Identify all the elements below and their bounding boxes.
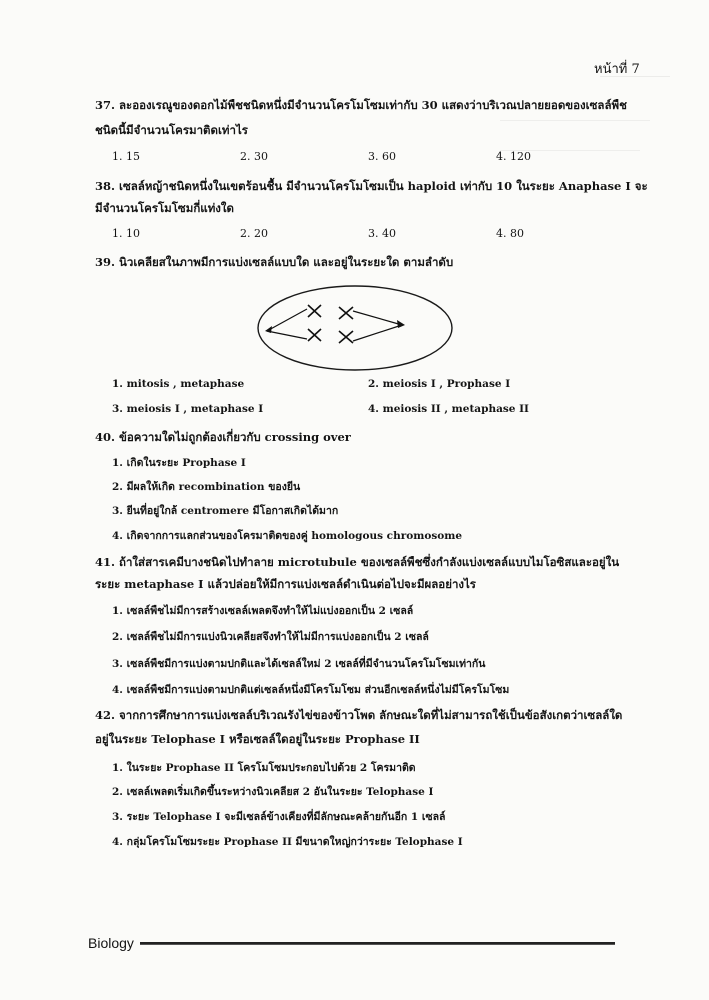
question-37-option-3: 3. 60 bbox=[368, 150, 396, 163]
question-38-option-3: 3. 40 bbox=[368, 227, 396, 240]
question-40-option-3: 3. ยีนที่อยู่ใกล้ centromere มีโอกาสเกิดได้มาก bbox=[112, 505, 339, 517]
footer-rule bbox=[140, 942, 615, 945]
page-number: หน้าที่ 7 bbox=[594, 62, 640, 77]
question-42-option-1: 1. ในระยะ Prophase II โครโมโซมประกอบไปด้วย 2 โครมาติด bbox=[112, 762, 416, 774]
question-42-stem-line-1: 42. จากการศึกษาการแบ่งเซลล์บริเวณรังไข่ของข้าวโพด ลักษณะใดที่ไม่สามารถใช้เป็นข้อสังเกตว่าเซลล์ใด bbox=[95, 708, 623, 722]
question-41-option-4: 4. เซลล์พืชมีการแบ่งตามปกติแต่เซลล์หนึ่งมีโครโมโซม ส่วนอีกเซลล์หนึ่งไม่มีโครโมโซม bbox=[112, 684, 510, 696]
spindle-line bbox=[267, 331, 307, 339]
nucleus-diagram bbox=[255, 283, 455, 373]
question-38-option-1: 1. 10 bbox=[112, 227, 140, 240]
question-41-option-1: 1. เซลล์พืชไม่มีการสร้างเซลล์เพลตจึงทำให้ไม่แบ่งออกเป็น 2 เซลล์ bbox=[112, 605, 414, 617]
question-42-option-2: 2. เซลล์เพลตเริ่มเกิดขึ้นระหว่างนิวเคลียส 2 อันในระยะ Telophase I bbox=[112, 786, 434, 798]
question-41-option-3: 3. เซลล์พืชมีการแบ่งตามปกติและได้เซลล์ใหม่ 2 เซลล์ที่มีจำนวนโครโมโซมเท่ากัน bbox=[112, 658, 486, 670]
question-41-stem-line-2: ระยะ metaphase I แล้วปล่อยให้มีการแบ่งเซลล์ดำเนินต่อไปจะมีผลอย่างไร bbox=[95, 577, 476, 591]
spindle-line bbox=[353, 325, 402, 341]
question-40-stem: 40. ข้อความใดไม่ถูกต้องเกี่ยวกับ crossing over bbox=[95, 430, 351, 444]
question-37-stem-line-1: 37. ละอองเรณูของดอกไม้พืชชนิดหนึ่งมีจำนวนโครโมโซมเท่ากับ 30 แสดงว่าบริเวณปลายยอดของเซลล์พืช bbox=[95, 98, 627, 112]
question-40-option-2: 2. มีผลให้เกิด recombination ของยีน bbox=[112, 481, 301, 493]
question-37-option-1: 1. 15 bbox=[112, 150, 140, 163]
arrow-left bbox=[265, 326, 272, 333]
question-39-option-2: 2. meiosis I , Prophase I bbox=[368, 378, 511, 390]
question-38-stem-line-2: มีจำนวนโครโมโซมกี่แท่งใด bbox=[95, 201, 234, 215]
question-42-option-4: 4. กลุ่มโครโมโซมระยะ Prophase II มีขนาดใหญ่กว่าระยะ Telophase I bbox=[112, 836, 463, 848]
bleed-through-line bbox=[500, 120, 650, 121]
question-37-stem-line-2: ชนิดนี้มีจำนวนโครมาติดเท่าไร bbox=[95, 123, 248, 137]
question-42-stem-line-2: อยู่ในระยะ Telophase I หรือเซลล์ใดอยู่ในระยะ Prophase II bbox=[95, 732, 420, 746]
question-38-stem-line-1: 38. เซลล์หญ้าชนิดหนึ่งในเขตร้อนชื้น มีจำนวนโครโมโซมเป็น haploid เท่ากับ 10 ในระยะ Anaphase I จะ bbox=[95, 179, 648, 193]
question-40-option-4: 4. เกิดจากการแลกส่วนของโครมาติดของคู่ homologous chromosome bbox=[112, 530, 463, 542]
question-37-option-2: 2. 30 bbox=[240, 150, 268, 163]
cell-outline bbox=[258, 286, 452, 370]
question-39-option-4: 4. meiosis II , metaphase II bbox=[368, 403, 529, 415]
question-41-stem-line-1: 41. ถ้าใส่สารเคมีบางชนิดไปทำลาย microtubule ของเซลล์พืชซึ่งกำลังแบ่งเซลล์แบบไมโอซิสและอยู่ใน bbox=[95, 555, 620, 569]
question-37-option-4: 4. 120 bbox=[496, 150, 531, 163]
question-42-option-3: 3. ระยะ Telophase I จะมีเซลล์ข้างเคียงที่มีลักษณะคล้ายกันอีก 1 เซลล์ bbox=[112, 811, 446, 823]
spindle-line bbox=[353, 311, 402, 325]
question-39-option-3: 3. meiosis I , metaphase I bbox=[112, 403, 264, 415]
arrow-right bbox=[397, 320, 405, 328]
question-39-option-1: 1. mitosis , metaphase bbox=[112, 378, 245, 390]
question-38-option-4: 4. 80 bbox=[496, 227, 524, 240]
question-41-option-2: 2. เซลล์พืชไม่มีการแบ่งนิวเคลียสจึงทำให้ไม่มีการแบ่งออกเป็น 2 เซลล์ bbox=[112, 631, 429, 643]
spindle-line bbox=[267, 309, 307, 331]
question-38-option-2: 2. 20 bbox=[240, 227, 268, 240]
question-39-stem: 39. นิวเคลียสในภาพมีการแบ่งเซลล์แบบใด และอยู่ในระยะใด ตามลำดับ bbox=[95, 255, 454, 269]
footer-subject-label: Biology bbox=[88, 935, 134, 951]
chromosome-pair bbox=[308, 305, 353, 343]
question-40-option-1: 1. เกิดในระยะ Prophase I bbox=[112, 457, 246, 469]
